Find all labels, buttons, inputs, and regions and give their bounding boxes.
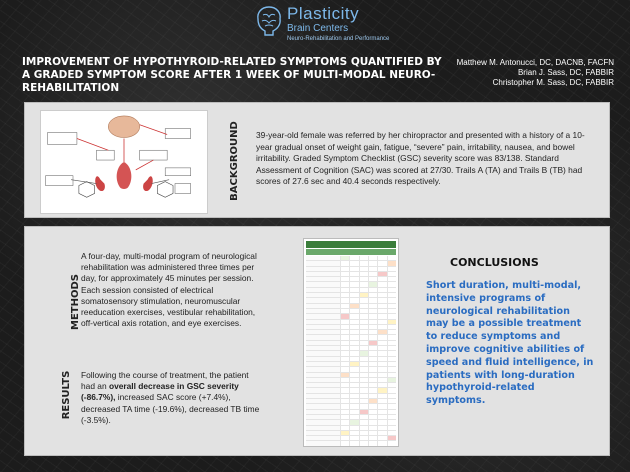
table-cell xyxy=(377,378,386,382)
table-cell xyxy=(377,436,386,440)
table-cell xyxy=(368,341,377,345)
background-text: 39-year-old female was referred by her chiropractor and presented with a history of a 10-year gradual onset of weight gain, fatigue, “severe” pain, irritability, nausea, and bowel irritability. Graded Symptom Checklist (GSC) severity score was 83/138. Standard Assessment of Cognition (SAC) was scored at 27/30. Trails A (TA) and Trails B (TB) had scores of 27.6 sec and 40.4 seconds respectively. xyxy=(256,130,585,187)
table-row xyxy=(306,441,396,446)
table-cell xyxy=(349,373,358,377)
table-cell xyxy=(387,304,396,308)
table-cell xyxy=(359,304,368,308)
table-cell xyxy=(377,314,386,318)
table-cell xyxy=(377,288,386,292)
table-row-label xyxy=(306,341,340,345)
results-text xyxy=(81,370,261,426)
table-cell xyxy=(387,335,396,339)
table-cell xyxy=(359,420,368,424)
table-cell xyxy=(368,298,377,302)
table-cell xyxy=(349,261,358,265)
table-cell xyxy=(359,357,368,361)
table-row-label xyxy=(306,399,340,403)
table-cell xyxy=(377,267,386,271)
table-cell xyxy=(349,441,358,445)
table-cell xyxy=(387,320,396,324)
table-cell xyxy=(387,267,396,271)
table-row-label xyxy=(306,346,340,350)
table-cell xyxy=(368,288,377,292)
table-row-label xyxy=(306,272,340,276)
table-cell xyxy=(359,399,368,403)
table-cell xyxy=(368,388,377,392)
table-cell xyxy=(387,415,396,419)
table-cell xyxy=(359,277,368,281)
conclusions-title: CONCLUSIONS xyxy=(450,256,539,269)
table-cell xyxy=(387,431,396,435)
table-cell xyxy=(368,378,377,382)
table-cell xyxy=(387,383,396,387)
table-rows xyxy=(304,256,398,447)
table-cell xyxy=(387,314,396,318)
table-row-label xyxy=(306,367,340,371)
table-cell xyxy=(349,282,358,286)
table-cell xyxy=(377,293,386,297)
table-cell xyxy=(349,410,358,414)
table-row-label xyxy=(306,288,340,292)
table-cell xyxy=(368,309,377,313)
author: Matthew M. Antonucci, DC, DACNB, FACFN xyxy=(456,58,614,67)
table-cell xyxy=(377,320,386,324)
table-cell xyxy=(349,293,358,297)
table-cell xyxy=(340,288,349,292)
table-cell xyxy=(340,314,349,318)
table-cell xyxy=(359,335,368,339)
results-text-rest: increased SAC score (+7.4%), decreased TA time (-19.6%), decreased TB time (-3.5%). xyxy=(81,392,260,425)
table-cell xyxy=(359,330,368,334)
table-cell xyxy=(340,282,349,286)
table-row-label xyxy=(306,293,340,297)
table-row-label xyxy=(306,335,340,339)
conclusions-text: Short duration, multi-modal, intensive programs of neurological rehabilitation may be a possible treatment to reduce symptoms and improve cognitive abilities of speed and fluid intelligence, in patients with long-duration hypothyroid-related symptoms. xyxy=(426,280,594,407)
table-cell xyxy=(340,415,349,419)
table-cell xyxy=(377,357,386,361)
table-cell xyxy=(349,351,358,355)
table-cell xyxy=(377,335,386,339)
table-cell xyxy=(387,394,396,398)
table-cell xyxy=(349,367,358,371)
table-cell xyxy=(359,415,368,419)
author: Christopher M. Sass, DC, FABBIR xyxy=(492,78,614,87)
table-cell xyxy=(349,309,358,313)
table-cell xyxy=(340,388,349,392)
table-cell xyxy=(340,441,349,445)
table-cell xyxy=(387,410,396,414)
table-cell xyxy=(387,362,396,366)
table-cell xyxy=(387,367,396,371)
table-cell xyxy=(368,272,377,276)
table-cell xyxy=(349,399,358,403)
results-text-highlight: overall decrease in GSC severity (-86.7%), xyxy=(81,381,239,403)
table-cell xyxy=(368,441,377,445)
table-cell xyxy=(359,282,368,286)
table-cell xyxy=(368,410,377,414)
table-cell xyxy=(359,288,368,292)
table-cell xyxy=(387,341,396,345)
table-cell xyxy=(340,373,349,377)
table-cell xyxy=(387,378,396,382)
table-cell xyxy=(368,420,377,424)
table-cell xyxy=(340,320,349,324)
table-cell xyxy=(340,341,349,345)
table-cell xyxy=(340,404,349,408)
table-cell xyxy=(377,410,386,414)
table-cell xyxy=(368,267,377,271)
table-cell xyxy=(387,357,396,361)
table-cell xyxy=(377,431,386,435)
table-cell xyxy=(359,346,368,350)
table-cell xyxy=(340,357,349,361)
table-cell xyxy=(349,394,358,398)
table-row-label xyxy=(306,426,340,430)
table-cell xyxy=(387,293,396,297)
table-cell xyxy=(340,277,349,281)
table-cell xyxy=(387,288,396,292)
table-cell xyxy=(387,272,396,276)
table-cell xyxy=(377,394,386,398)
table-header-bar xyxy=(306,249,396,255)
table-row-label xyxy=(306,261,340,265)
table-cell xyxy=(368,351,377,355)
table-cell xyxy=(368,335,377,339)
table-cell xyxy=(387,346,396,350)
table-row-label xyxy=(306,309,340,313)
table-row-label xyxy=(306,351,340,355)
table-cell xyxy=(340,309,349,313)
table-cell xyxy=(377,426,386,430)
table-cell xyxy=(387,325,396,329)
table-cell xyxy=(387,298,396,302)
table-cell xyxy=(377,420,386,424)
table-cell xyxy=(359,388,368,392)
table-cell xyxy=(359,441,368,445)
table-cell xyxy=(340,351,349,355)
table-cell xyxy=(349,320,358,324)
table-row-label xyxy=(306,420,340,424)
table-cell xyxy=(387,404,396,408)
table-cell xyxy=(387,373,396,377)
table-row-label xyxy=(306,304,340,308)
brain-logo-icon xyxy=(255,5,283,37)
table-row-label xyxy=(306,277,340,281)
table-cell xyxy=(377,277,386,281)
logo-title: Plasticity xyxy=(287,4,360,23)
table-cell xyxy=(368,325,377,329)
table-cell xyxy=(368,404,377,408)
table-cell xyxy=(340,431,349,435)
table-cell xyxy=(340,367,349,371)
table-cell xyxy=(387,330,396,334)
table-cell xyxy=(377,383,386,387)
table-cell xyxy=(349,431,358,435)
thyroid-pathway-diagram xyxy=(40,110,208,214)
table-cell xyxy=(359,362,368,366)
background-label: BACKGROUND xyxy=(229,121,240,201)
table-cell xyxy=(359,436,368,440)
table-cell xyxy=(340,378,349,382)
table-row-label xyxy=(306,378,340,382)
table-row-label xyxy=(306,436,340,440)
methods-label: METHODS xyxy=(70,274,81,330)
table-cell xyxy=(368,426,377,430)
table-cell xyxy=(340,304,349,308)
table-cell xyxy=(368,373,377,377)
table-cell xyxy=(349,426,358,430)
table-cell xyxy=(368,256,377,260)
table-cell xyxy=(359,394,368,398)
table-cell xyxy=(368,282,377,286)
table-cell xyxy=(377,309,386,313)
table-cell xyxy=(340,267,349,271)
table-cell xyxy=(368,320,377,324)
table-cell xyxy=(359,293,368,297)
table-cell xyxy=(340,420,349,424)
logo xyxy=(255,3,395,49)
table-cell xyxy=(340,293,349,297)
table-cell xyxy=(368,436,377,440)
table-cell xyxy=(387,277,396,281)
table-cell xyxy=(377,282,386,286)
table-cell xyxy=(359,378,368,382)
table-cell xyxy=(387,282,396,286)
table-cell xyxy=(340,436,349,440)
results-label: RESULTS xyxy=(61,370,72,420)
table-cell xyxy=(349,335,358,339)
table-cell xyxy=(387,426,396,430)
table-cell xyxy=(377,272,386,276)
methods-text: A four-day, multi-modal program of neurological rehabilitation was administered three times per day, for approximately 45 minutes per session. Each session consisted of electrical somatosensory stimulation, neuromuscular reeducation exercises, vestibular rehabilitation, off-vertical axis rotation, and eye exercises. xyxy=(81,251,257,329)
table-cell xyxy=(340,410,349,414)
table-cell xyxy=(349,314,358,318)
table-cell xyxy=(349,378,358,382)
table-cell xyxy=(349,325,358,329)
table-cell xyxy=(377,404,386,408)
table-row-label xyxy=(306,394,340,398)
table-cell xyxy=(349,304,358,308)
table-cell xyxy=(368,314,377,318)
table-cell xyxy=(359,351,368,355)
table-cell xyxy=(349,404,358,408)
table-row-label xyxy=(306,256,340,260)
table-cell xyxy=(368,330,377,334)
table-cell xyxy=(387,441,396,445)
table-cell xyxy=(349,272,358,276)
table-cell xyxy=(340,261,349,265)
table-cell xyxy=(340,346,349,350)
table-cell xyxy=(387,399,396,403)
table-cell xyxy=(377,362,386,366)
table-row-label xyxy=(306,325,340,329)
table-cell xyxy=(377,399,386,403)
table-cell xyxy=(377,415,386,419)
table-cell xyxy=(377,261,386,265)
table-cell xyxy=(359,341,368,345)
table-cell xyxy=(368,277,377,281)
table-row-label xyxy=(306,267,340,271)
table-cell xyxy=(377,367,386,371)
table-cell xyxy=(340,325,349,329)
table-cell xyxy=(359,309,368,313)
table-cell xyxy=(359,298,368,302)
table-cell xyxy=(340,426,349,430)
table-cell xyxy=(349,388,358,392)
table-cell xyxy=(340,383,349,387)
table-cell xyxy=(349,420,358,424)
gsc-symptom-table xyxy=(303,238,399,447)
table-cell xyxy=(359,320,368,324)
table-row-label xyxy=(306,388,340,392)
table-cell xyxy=(368,293,377,297)
table-row-label xyxy=(306,441,340,445)
table-cell xyxy=(368,304,377,308)
table-row-label xyxy=(306,431,340,435)
table-cell xyxy=(359,431,368,435)
table-cell xyxy=(368,367,377,371)
author-list xyxy=(457,58,614,88)
table-row-label xyxy=(306,415,340,419)
table-row-label xyxy=(306,383,340,387)
thyroid-diagram-svg xyxy=(41,111,207,213)
table-row-label xyxy=(306,357,340,361)
table-row-label xyxy=(306,282,340,286)
table-cell xyxy=(377,325,386,329)
table-cell xyxy=(377,373,386,377)
table-cell xyxy=(349,436,358,440)
table-cell xyxy=(359,256,368,260)
table-cell xyxy=(377,351,386,355)
table-title-bar xyxy=(306,241,396,248)
table-cell xyxy=(359,426,368,430)
table-row-label xyxy=(306,410,340,414)
table-cell xyxy=(377,388,386,392)
author: Brian J. Sass, DC, FABBIR xyxy=(517,68,614,77)
table-cell xyxy=(368,415,377,419)
table-cell xyxy=(368,431,377,435)
table-cell xyxy=(349,357,358,361)
table-cell xyxy=(359,383,368,387)
table-cell xyxy=(368,394,377,398)
table-cell xyxy=(349,383,358,387)
table-row-label xyxy=(306,298,340,302)
table-cell xyxy=(340,335,349,339)
table-cell xyxy=(368,261,377,265)
table-cell xyxy=(387,388,396,392)
table-cell xyxy=(340,394,349,398)
table-cell xyxy=(368,362,377,366)
table-cell xyxy=(368,399,377,403)
table-cell xyxy=(340,330,349,334)
table-cell xyxy=(387,309,396,313)
table-row-label xyxy=(306,320,340,324)
table-cell xyxy=(359,261,368,265)
table-cell xyxy=(387,261,396,265)
table-cell xyxy=(340,256,349,260)
table-cell xyxy=(377,330,386,334)
table-cell xyxy=(377,346,386,350)
table-cell xyxy=(349,362,358,366)
table-cell xyxy=(359,325,368,329)
table-row-label xyxy=(306,362,340,366)
table-cell xyxy=(387,256,396,260)
table-cell xyxy=(368,357,377,361)
table-row-label xyxy=(306,373,340,377)
table-cell xyxy=(340,399,349,403)
table-row-label xyxy=(306,330,340,334)
table-row-label xyxy=(306,314,340,318)
table-cell xyxy=(368,383,377,387)
table-cell xyxy=(340,362,349,366)
table-cell xyxy=(377,304,386,308)
table-cell xyxy=(349,288,358,292)
table-cell xyxy=(349,256,358,260)
table-cell xyxy=(387,436,396,440)
table-cell xyxy=(359,410,368,414)
table-cell xyxy=(359,373,368,377)
table-cell xyxy=(349,267,358,271)
table-row-label xyxy=(306,404,340,408)
table-cell xyxy=(349,277,358,281)
logo-tagline: Neuro-Rehabilitation and Performance xyxy=(287,36,390,42)
table-cell xyxy=(340,272,349,276)
table-cell xyxy=(359,272,368,276)
table-cell xyxy=(377,256,386,260)
table-cell xyxy=(359,267,368,271)
logo-subtitle: Brain Centers xyxy=(287,23,349,34)
table-cell xyxy=(387,351,396,355)
table-cell xyxy=(368,346,377,350)
table-cell xyxy=(359,367,368,371)
table-cell xyxy=(340,298,349,302)
table-cell xyxy=(349,330,358,334)
table-cell xyxy=(377,441,386,445)
table-cell xyxy=(349,346,358,350)
results-text-intro: Following the course of treatment, the patient had an xyxy=(81,370,249,392)
table-cell xyxy=(377,341,386,345)
poster-title: IMPROVEMENT OF HYPOTHYROID-RELATED SYMPTOMS QUANTIFIED BY A GRADED SYMPTOM SCORE AFTER 1 WEEK OF MULTI-MODAL NEURO-REHABILITATION xyxy=(22,56,442,94)
table-cell xyxy=(377,298,386,302)
table-cell xyxy=(387,420,396,424)
table-cell xyxy=(349,415,358,419)
table-cell xyxy=(359,404,368,408)
table-cell xyxy=(359,314,368,318)
table-cell xyxy=(349,298,358,302)
table-cell xyxy=(349,341,358,345)
